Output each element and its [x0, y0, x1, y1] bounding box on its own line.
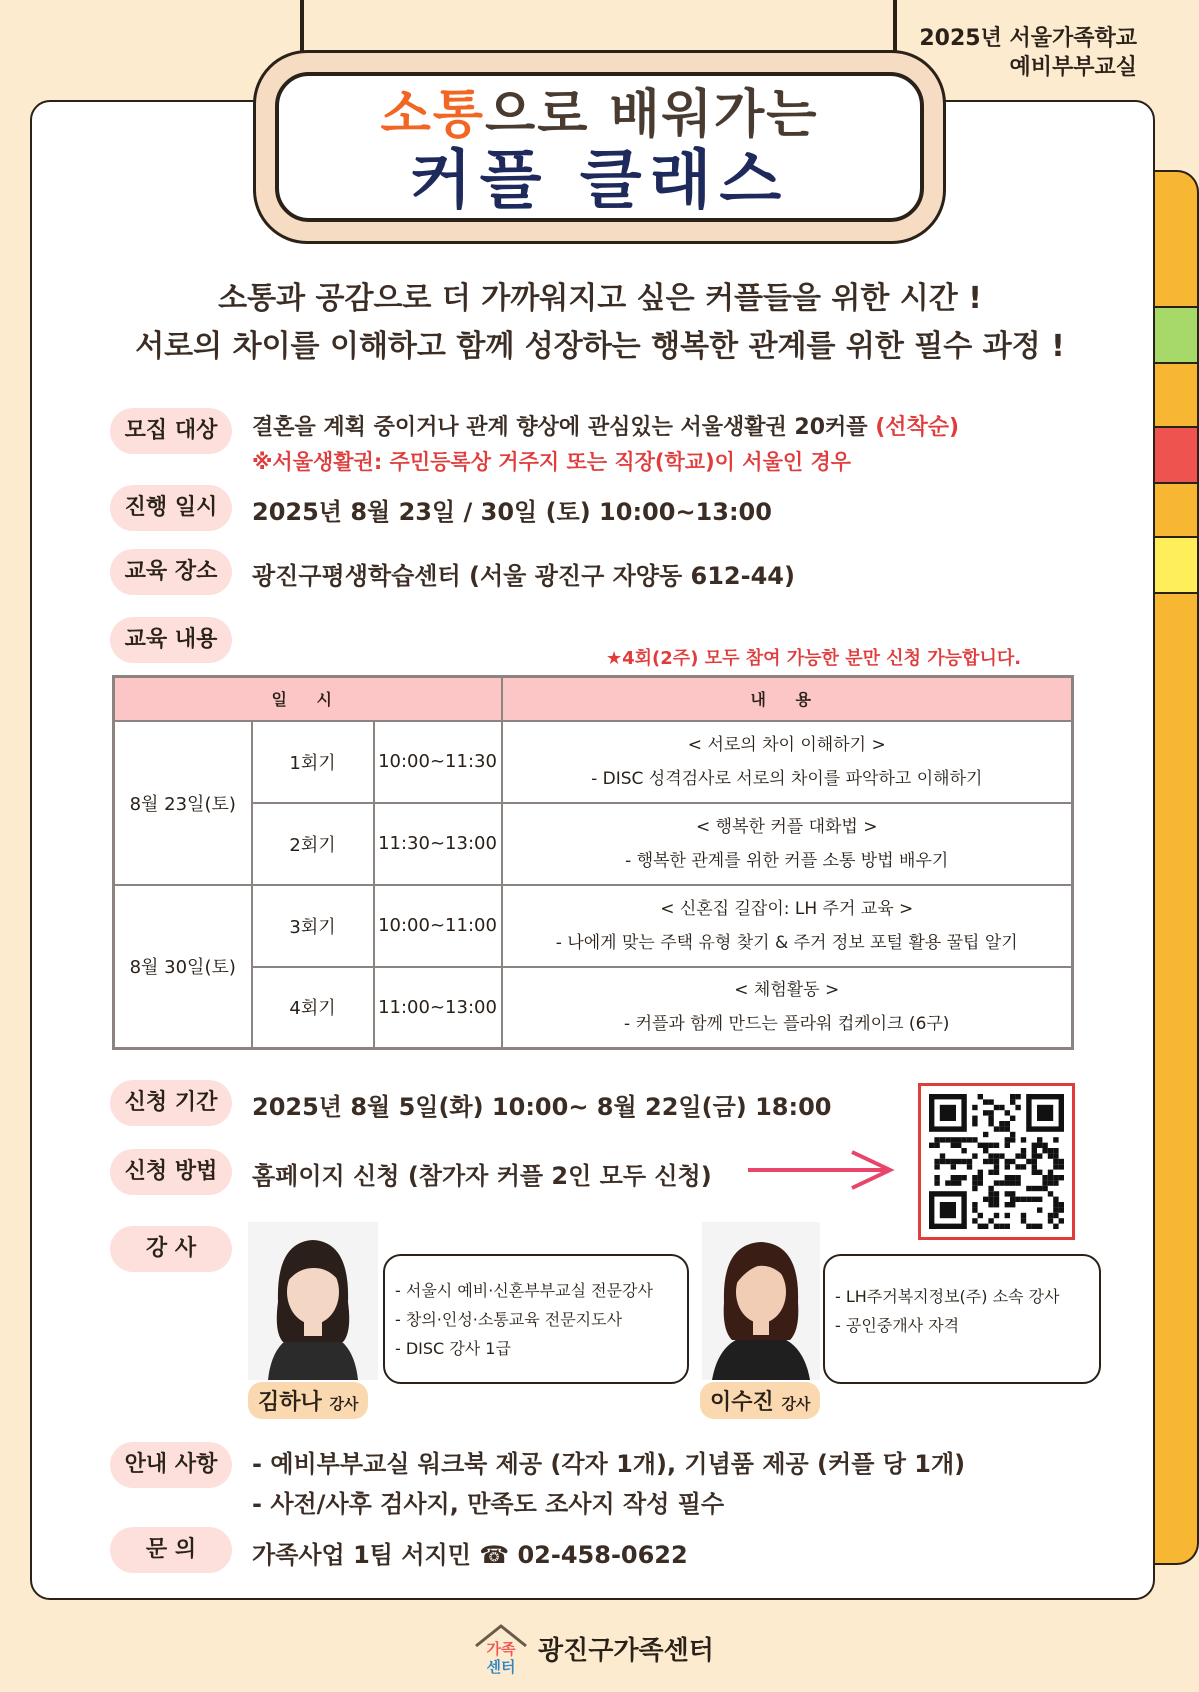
content-cell — [502, 967, 1073, 1049]
guide-line1: - 예비부부교실 워크북 제공 (각자 1개), 기념품 제공 (커플 당 1개) — [252, 1450, 966, 1478]
table-row — [114, 885, 1073, 967]
place-label: 교육 장소 — [110, 549, 232, 595]
session-desc: - 행복한 관계를 위한 커플 소통 방법 배우기 — [625, 850, 949, 871]
table-row — [114, 721, 1073, 803]
instructor-photo-1 — [248, 1222, 378, 1380]
title-line1-rest: 으로 배워가는 — [484, 85, 819, 145]
session-title: < 서로의 차이 이해하기 > — [687, 734, 886, 755]
title-frame — [253, 50, 946, 244]
title-accent: 소통 — [380, 85, 485, 145]
instructor-name-text: 이수진 — [710, 1390, 774, 1415]
qr-code-icon — [929, 1094, 1064, 1229]
intro-line2: 서로의 차이를 이해하고 함께 성장하는 행복한 관계를 위한 필수 과정 ! — [135, 329, 1065, 364]
session-desc: - 커플과 함께 만드는 플라워 컵케이크 (6구) — [624, 1014, 950, 1035]
apply-period-label: 신청 기간 — [110, 1080, 232, 1126]
bio-line: - 창의·인성·소통교육 전문지도사 — [395, 1310, 623, 1329]
instructor-bio-1 — [383, 1254, 689, 1384]
logo-top-text: 가족 — [486, 1640, 516, 1658]
session-desc: - 나에게 맞는 주택 유형 찾기 & 주거 정보 포털 활용 꿀팁 알기 — [555, 932, 1018, 953]
footer-org-name: 광진구가족센터 — [538, 1635, 714, 1666]
schedule-value: 2025년 8월 23일 / 30일 (토) 10:00~13:00 — [252, 498, 772, 526]
content-notice: ★4회(2주) 모두 참여 가능한 분만 신청 가능합니다. — [606, 648, 1022, 669]
session-title: < 신혼집 길잡이: LH 주거 교육 > — [660, 898, 914, 919]
title-box — [275, 72, 924, 222]
intro-text — [80, 275, 1120, 371]
side-tab-red — [1155, 426, 1199, 484]
recruit-text: 결혼을 계획 중이거나 관계 향상에 관심있는 서울생활권 20커플 — [252, 415, 868, 440]
recruit-note: ※서울생활권: 주민등록상 거주지 또는 직장(학교)이 서울인 경우 — [252, 450, 852, 474]
bio-line: - DISC 강사 1급 — [395, 1339, 511, 1358]
content-cell — [502, 803, 1073, 885]
contact-label: 문 의 — [110, 1527, 232, 1573]
time-cell: 10:00~11:00 — [374, 885, 502, 967]
side-tab-yellow — [1155, 536, 1199, 594]
round-cell: 4회기 — [252, 967, 374, 1049]
day-cell: 8월 23일(토) — [114, 721, 252, 885]
side-index-tabs — [1155, 170, 1199, 1565]
footer-logo — [470, 1620, 714, 1676]
logo-bottom-text: 센터 — [486, 1658, 516, 1676]
session-desc: - DISC 성격검사로 서로의 차이를 파악하고 이해하기 — [591, 768, 983, 789]
place-value: 광진구평생학습센터 (서울 광진구 자양동 612-44) — [252, 562, 795, 590]
day-cell: 8월 30일(토) — [114, 885, 252, 1049]
time-cell: 11:00~13:00 — [374, 967, 502, 1049]
instructor-bio-2 — [823, 1254, 1101, 1384]
table-header-date: 일 시 — [114, 677, 502, 721]
table-header-content: 내 용 — [502, 677, 1073, 721]
arrow-right-icon — [748, 1150, 896, 1190]
instructor-role: 강사 — [781, 1395, 811, 1413]
apply-period-value: 2025년 8월 5일(화) 10:00~ 8월 22일(금) 18:00 — [252, 1093, 832, 1121]
program-tag-line2: 예비부부교실 — [1009, 55, 1137, 80]
content-cell — [502, 721, 1073, 803]
session-title: < 체험활동 > — [734, 980, 840, 1001]
bio-line: - 서울시 예비·신혼부부교실 전문강사 — [395, 1281, 653, 1300]
instructor-name-2 — [700, 1382, 820, 1419]
schedule-table — [112, 675, 1074, 1050]
instructor-name-text: 김하나 — [258, 1390, 322, 1415]
apply-method-label: 신청 방법 — [110, 1149, 232, 1195]
title-line2: 커플 클래스 — [409, 144, 790, 218]
guide-label: 안내 사항 — [110, 1442, 232, 1488]
bio-line: - LH주거복지정보(주) 소속 강사 — [835, 1287, 1060, 1306]
table-row — [114, 803, 1073, 885]
table-header-row — [114, 677, 1073, 721]
time-cell: 10:00~11:30 — [374, 721, 502, 803]
program-tag — [919, 24, 1137, 82]
instructors-label: 강 사 — [110, 1226, 232, 1272]
content-label: 교육 내용 — [110, 617, 232, 663]
round-cell: 2회기 — [252, 803, 374, 885]
recruit-highlight: (선착순) — [875, 415, 960, 440]
round-cell: 3회기 — [252, 885, 374, 967]
content-cell — [502, 885, 1073, 967]
apply-method-value: 홈페이지 신청 (참가자 커플 2인 모두 신청) — [252, 1162, 712, 1190]
guide-line2: - 사전/사후 검사지, 만족도 조사지 작성 필수 — [252, 1490, 725, 1518]
program-tag-line1: 2025년 서울가족학교 — [919, 26, 1137, 51]
recruit-label: 모집 대상 — [110, 408, 232, 454]
contact-value: 가족사업 1팀 서지민 ☎ 02-458-0622 — [252, 1541, 688, 1569]
instructor-role: 강사 — [329, 1395, 359, 1413]
house-logo-icon — [470, 1620, 532, 1676]
bio-line: - 공인중개사 자격 — [835, 1316, 960, 1335]
table-row — [114, 967, 1073, 1049]
instructor-photo-2 — [702, 1222, 820, 1380]
session-title: < 행복한 커플 대화법 > — [696, 816, 878, 837]
side-tab-green — [1155, 306, 1199, 364]
round-cell: 1회기 — [252, 721, 374, 803]
instructor-name-1 — [248, 1382, 368, 1419]
qr-code[interactable] — [918, 1083, 1075, 1240]
time-cell: 11:30~13:00 — [374, 803, 502, 885]
schedule-label: 진행 일시 — [110, 485, 232, 531]
title-line1 — [279, 76, 920, 146]
intro-line1: 소통과 공감으로 더 가까워지고 싶은 커플들을 위한 시간 ! — [218, 281, 982, 316]
recruit-value — [252, 410, 959, 441]
